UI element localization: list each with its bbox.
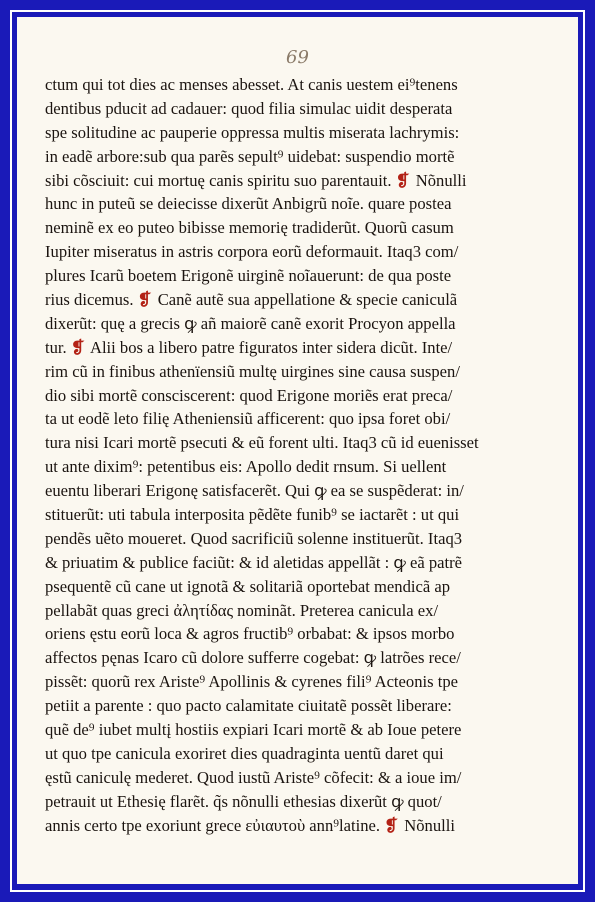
text-line: oriens ęstu eorũ loca & agros fructib⁹ orbabat: & ipsos morbo xyxy=(45,624,455,644)
text-line: & priuatim & publice faciũt: & id aletidas appellãt : ꝙ eã patrẽ xyxy=(45,552,463,572)
text-line: affectos pęnas Icaro cũ dolore sufferre cogebat: ꝙ latrões rece/ xyxy=(45,648,461,668)
text-line: hunc in puteũ se deiecisse dixerũt Anbigrũ noĩe. quare postea xyxy=(45,194,452,214)
text-line: ut ante dixim⁹: petentibus eis: Apollo dedit rnsum. Si uellent xyxy=(45,457,447,477)
text-line: rius dicemus. ❡ Canẽ autẽ sua appellatione & specie caniculã xyxy=(45,290,458,310)
text-line: quẽ de⁹ iubet multį hostiis expiari Icari mortẽ & ab Ioue petere xyxy=(45,720,462,740)
text-line: pendẽs uẽto moueret. Quod sacrificiũ solenne instituerũt. Itaq3 xyxy=(45,528,463,548)
paragraph-mark: ❡ xyxy=(70,337,85,357)
text-line: sibi cõsciuit: cui mortuę canis spiritu suo parentauit. ❡ Nõnulli xyxy=(45,170,467,190)
folio-number: 69 xyxy=(286,47,309,68)
text-line: ta ut eodẽ leto filię Atheniensiũ afficerent: quo ipsa foret obi/ xyxy=(45,409,451,429)
text-line: ęstũ caniculę mederet. Quod iustũ Ariste⁹ cõfecit: & a ioue im/ xyxy=(45,767,462,787)
text-line: annis certo tpe exoriunt grece εὐιαυτοὺ ann⁹latine. ❡ Nõnulli xyxy=(45,815,455,835)
text-line: Iupiter miseratus in astris corpora eorũ deformauit. Itaq3 com/ xyxy=(45,242,459,262)
text-line: petrauit ut Ethesię flarẽt. q̃s nõnulli ethesias dixerũt ꝙ quot/ xyxy=(45,791,442,811)
text-line: dentibus pducit ad cadauer: quod filia simulac uidit desperata xyxy=(45,98,453,118)
text-line: petiit a parente : quo pacto calamitate ciuitatẽ possẽt liberare: xyxy=(45,696,452,716)
paragraph-mark: ❡ xyxy=(137,290,152,310)
text-line: euentu liberari Erigonę satisfacerẽt. Qui ꝙ ea se suspẽderat: in/ xyxy=(45,481,464,501)
text-line: neminẽ ex eo puteo bibisse memorię tradiderũt. Quorũ casum xyxy=(45,218,454,238)
paragraph-mark: ❡ xyxy=(384,815,399,835)
manuscript-page xyxy=(17,17,578,884)
text-line: dio sibi mortẽ consciscerent: quod Erigone moriẽs erat preca/ xyxy=(45,385,453,405)
text-line: pellabãt quas greci ἀλητίδας nominãt. Preterea canicula ex/ xyxy=(45,600,439,620)
text-line: ut quo tpe canicula exoriret dies quadraginta uentũ daret qui xyxy=(45,743,444,763)
text-line: tur. ❡ Alii bos a libero patre figuratos inter sidera dicũt. Inte/ xyxy=(45,337,453,357)
text-line: rim cũ in finibus athenïensiũ multę uirgines sine causa suspen/ xyxy=(45,361,460,381)
paragraph-mark: ❡ xyxy=(395,170,410,190)
text-line: psequentẽ cũ cane ut ignotã & solitariã oportebat mendicã ap xyxy=(45,576,451,596)
text-line: ctum qui tot dies ac menses abesset. At canis uestem ei⁹tenens xyxy=(45,75,458,94)
text-line: stituerũt: uti tabula interposita pẽdẽte funib⁹ se iactarẽt : ut qui xyxy=(45,505,460,525)
text-line: dixerũt: quę a grecis ꝙ añ maiorẽ canẽ exorit Procyon appella xyxy=(45,313,456,333)
text-line: pissẽt: quorũ rex Ariste⁹ Apollinis & cyrenes fili⁹ Acteonis tpe xyxy=(45,672,458,692)
text-line: spe solitudine ac pauperie oppressa multis miserata lachrymis: xyxy=(45,122,460,142)
text-line: in eadẽ arbore:sub qua parẽs sepult⁹ uidebat: suspendio mortẽ xyxy=(45,146,455,166)
text-block xyxy=(45,73,562,838)
text-line: tura nisi Icari mortẽ psecuti & eũ forent ulti. Itaq3 cũ id euenisset xyxy=(45,433,479,453)
text-line: plures Icarũ boetem Erigonẽ uirginẽ noĩauerunt: de qua poste xyxy=(45,266,452,286)
